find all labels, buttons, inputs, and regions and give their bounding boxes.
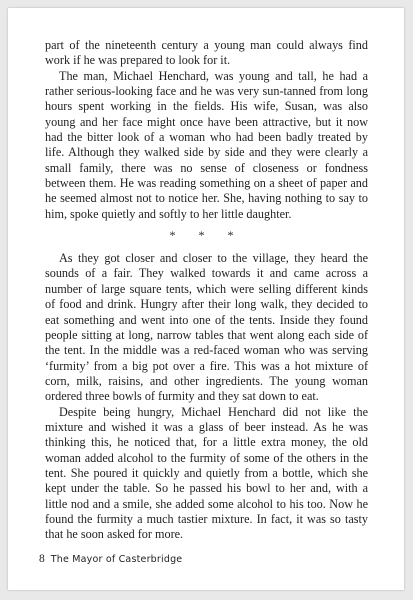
running-title: The Mayor of Casterbridge — [50, 554, 183, 565]
scene-break: * * * — [169, 228, 244, 243]
paragraph-4: Despite being hungry, Michael Henchard did not like the mixture and wished it was a glass of beer instead. As he was thinking this, he noticed that, for a little extra money, the old woman added alcohol to the furmity of some of the others in the tent. She poured it quickly and quietly from a bottle, which she kept under the table. So he passed his bowl to her and, with a little nod and a smile, she added some alcohol to his too. Now he found the furmity a much tastier mixture. In fact, it was so tasty that he soon asked for more. — [45, 404, 368, 542]
paragraph-2: The man, Michael Henchard, was young and tall, he had a rather serious-looking face and he was very sun-tanned from long hours spent working in the fields. His wife, Susan, was also young and her face might once have been attractive, but it now had the bitter look of a woman who had been badly treated by life. Although they walked side by side and they were clearly a small family, there was no sense of closeness or fondness between them. He was reading something on a sheet of paper and he seemed almost not to notice her. She, having nothing to say to him, spoke quietly and softly to her little daughter. — [45, 68, 368, 221]
page-footer — [39, 553, 182, 565]
page-number: 8 — [39, 553, 45, 565]
paragraph-1: part of the nineteenth century a young man could always find work if he was prepared to look for it. — [45, 38, 368, 68]
paragraph-3: As they got closer and closer to the village, they heard the sounds of a fair. They walked towards it and came across a number of large square tents, which were selling different kinds of food and drink. Hungry after their long walk, they decided to eat something and went into one of the tents. Inside they found people sitting at long, narrow tables that went along each side of the tent. In the middle was a red-faced woman who was serving ‘furmity’ from a big pot over a fire. This was a hot mixture of corn, milk, raisins, and other ingredients. The young woman ordered three bowls of furmity and they sat down to eat. — [45, 251, 368, 404]
body-text — [45, 38, 368, 543]
book-page — [8, 8, 404, 590]
